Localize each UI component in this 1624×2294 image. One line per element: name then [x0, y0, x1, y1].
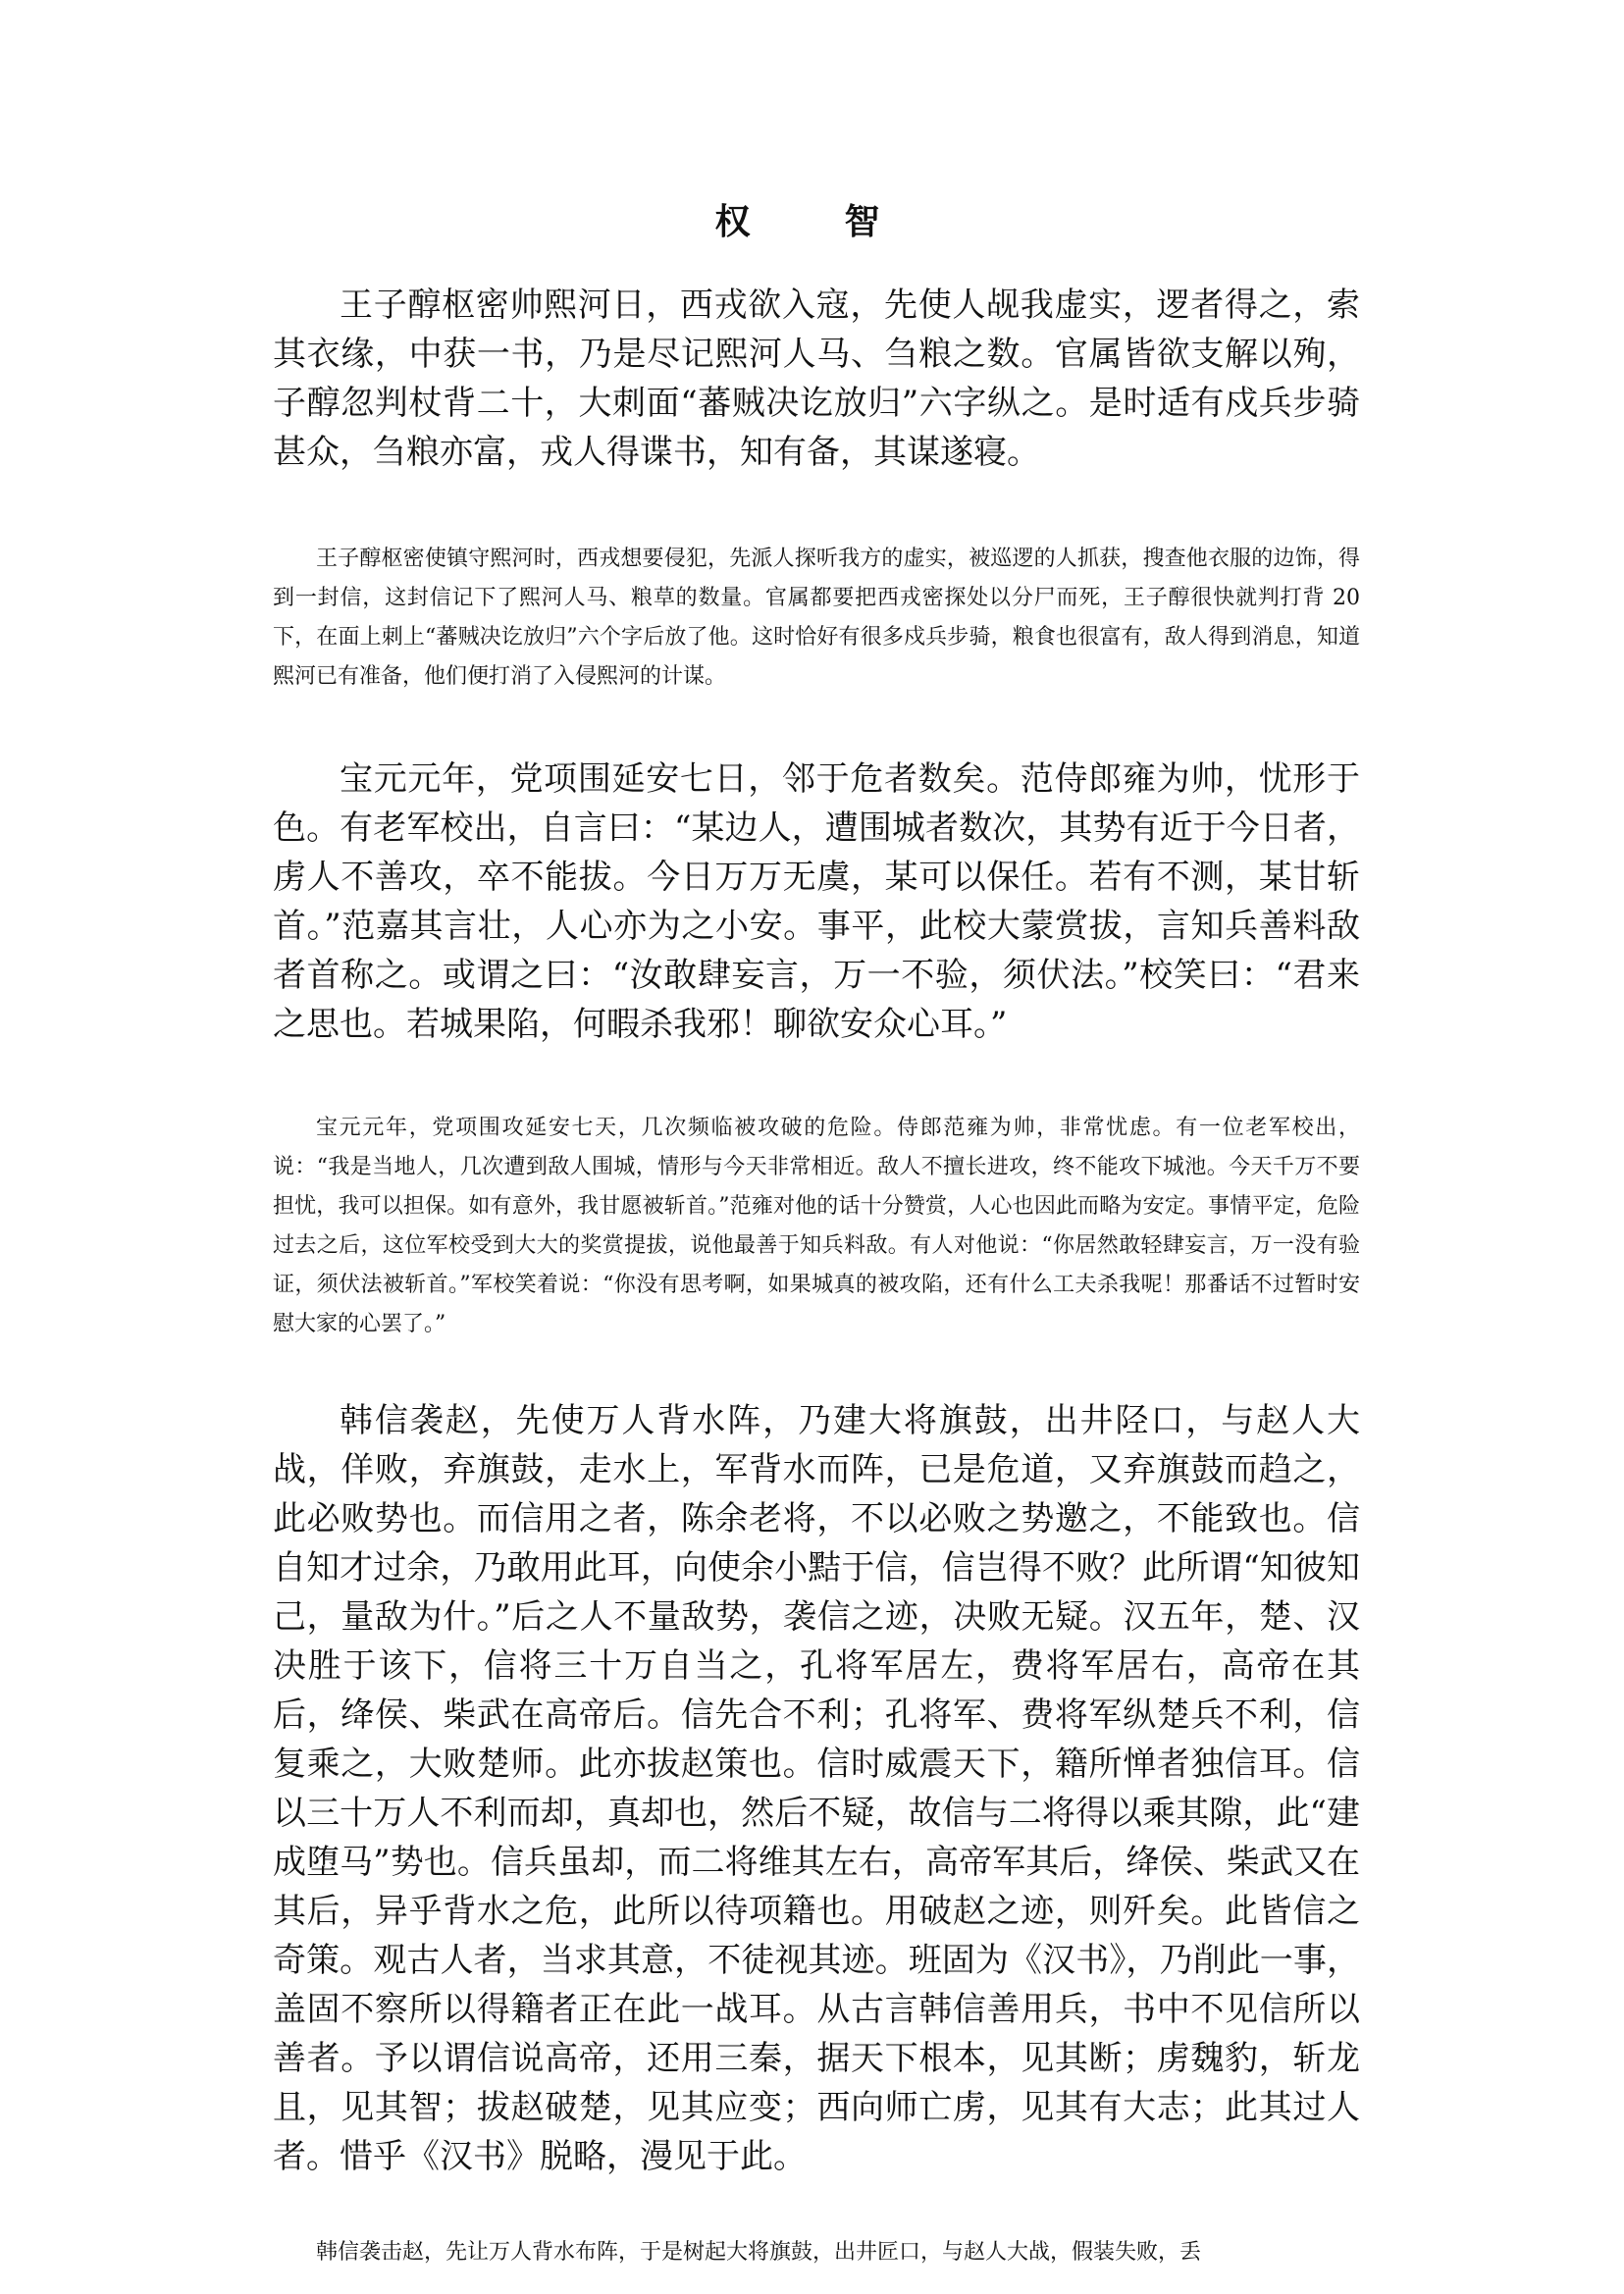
- original-text-paragraph: 王子醇枢密帅熙河日，西戎欲入寇，先使人觇我虚实，逻者得之，索其衣缘，中获一书，乃是尽记熙河人马、刍粮之数。官属皆欲支解以殉，子醇忽判杖背二十，大刺面“蕃贼决讫放归”六字纵之。是时适有戍兵步骑甚众，刍粮亦富，戎人得谍书，知有备，其谋遂寝。: [273, 286, 1360, 472]
- translation-paragraph: 王子醇枢密使镇守熙河时，西戎想要侵犯，先派人探听我方的虚实，被巡逻的人抓获，搜查他衣服的边饰，得到一封信，这封信记下了熙河人马、粮草的数量。官属都要把西戎密探处以分尸而死，王子醇很快就判打背 20 下，在面上刺上“蕃贼决讫放归”六个字后放了他。这时恰好有很多戍兵步骑，粮食也很富有，敌人得到消息，知道熙河已有准备，他们便打消了入侵熙河的计谋。: [273, 547, 1360, 689]
- page-title: 权 智: [714, 201, 910, 242]
- document-body: [273, 281, 1360, 2272]
- translation-paragraph: 韩信袭击赵，先让万人背水布阵，于是树起大将旗鼓，出井匠口，与赵人大战，假装失败，丢: [316, 2240, 1202, 2265]
- translation-paragraph: 宝元元年，党项围攻延安七天，几次频临被攻破的危险。侍郎范雍为帅，非常忧虑。有一位老军校出，说：“我是当地人，几次遭到敌人围城，情形与今天非常相近。敌人不擅长进攻，终不能攻下城池。今天千万不要担忧，我可以担保。如有意外，我甘愿被斩首。”范雍对他的话十分赞赏，人心也因此而略为安定。事情平定，危险过去之后，这位军校受到大大的奖赏提拔，说他最善于知兵料敌。有人对他说：“你居然敢轻肆妄言，万一没有验证，须伏法被斩首。”军校笑着说：“你没有思考啊，如果城真的被攻陷，还有什么工夫杀我呢！那番话不过暂时安慰大家的心罢了。”: [273, 1116, 1360, 1336]
- original-text-paragraph: 宝元元年，党项围延安七日，邻于危者数矣。范侍郎雍为帅，忧形于色。有老军校出，自言曰：“某边人，遭围城者数次，其势有近于今日者，虏人不善攻，卒不能拔。今日万万无虞，某可以保任。若有不测，某甘斩首。”范嘉其言壮，人心亦为之小安。事平，此校大蒙赏拔，言知兵善料敌者首称之。或谓之曰：“汝敢肆妄言，万一不验，须伏法。”校笑曰：“君来之思也。若城果陷，何暇杀我邪！聊欲安众心耳。”: [273, 759, 1360, 1044]
- original-text-paragraph: 韩信袭赵，先使万人背水阵，乃建大将旗鼓，出井陉口，与赵人大战，佯败，弃旗鼓，走水上，军背水而阵，已是危道，又弃旗鼓而趋之，此必败势也。而信用之者，陈余老将，不以必败之势邀之，不能致也。信自知才过余，乃敢用此耳，向使余小黠于信，信岂得不败？此所谓“知彼知己，量敌为什。”后之人不量敌势，袭信之迹，决败无疑。汉五年，楚、汉决胜于该下，信将三十万自当之，孔将军居左，费将军居右，高帝在其后，绛侯、柴武在高帝后。信先合不利；孔将军、费将军纵楚兵不利，信复乘之，大败楚师。此亦拔赵策也。信时威震天下，籍所惮者独信耳。信以三十万人不利而却，真却也，然后不疑，故信与二将得以乘其隙，此“建成堕马”势也。信兵虽却，而二将维其左右，高帝军其后，绛侯、柴武又在其后，异乎背水之危，此所以待项籍也。用破赵之迹，则歼矣。此皆信之奇策。观古人者，当求其意，不徒视其迹。班固为《汉书》，乃削此一事，盖固不察所以得籍者正在此一战耳。从古言韩信善用兵，书中不见信所以善者。予以谓信说高帝，还用三秦，据天下根本，见其断；虏魏豹，斩龙且，见其智；拔赵破楚，见其应变；西向师亡虏，见其有大志；此其过人者。惜乎《汉书》脱略，漫见于此。: [273, 1401, 1360, 2176]
